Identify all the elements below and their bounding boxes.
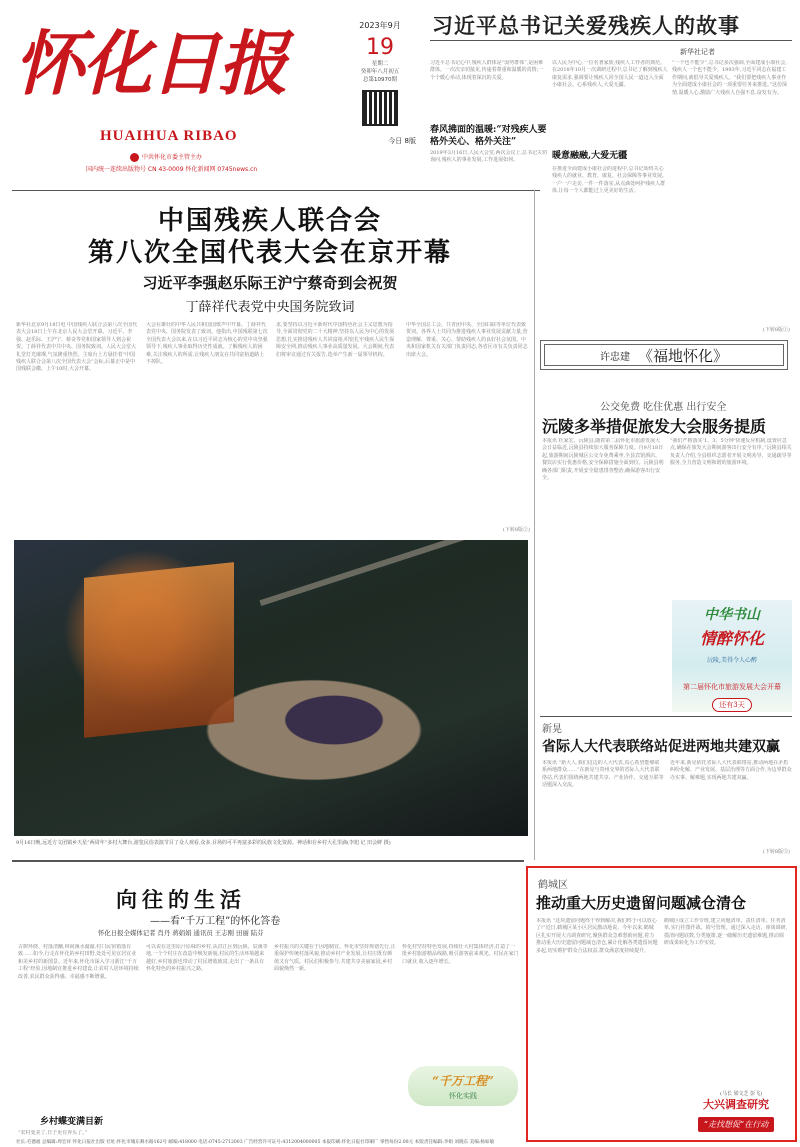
feature-text: 怀化村坚持特色发展,持续壮大村集体经济,打造了一批乡村旅游精品线路,吸引游客前来观光。村民在家门口就业,收入逐年增长。 xyxy=(402,944,519,965)
hecheng-title[interactable]: 推动重大历史遗留问题减仓清仓 xyxy=(536,894,747,912)
top-story-title[interactable]: 习近平总书记关爱残疾人的故事 xyxy=(432,13,740,38)
publisher-text: 中共怀化市委主管主办 xyxy=(142,154,203,161)
top-story-subhead-1: 春风拂面的温暖:“对残疾人要格外关心、格外关注” xyxy=(430,125,547,147)
badge-line-2: 怀化实践 xyxy=(449,1092,477,1100)
lead-subhead: 习近平李强赵乐际王沪宁蔡奇到会祝贺 xyxy=(142,274,398,292)
divider xyxy=(12,190,540,191)
party-emblem-icon xyxy=(130,153,139,162)
lead-article-text: 中华全国总工会、共青团中央、全国妇联等单位代表致贺词。各界人士共同为推进残疾人事业发展贡献力量,营造理解、尊重、关心、帮助残疾人的良好社会氛围。中央和国家机关有关部门负责同志,各省区市有关负责同志出席大会。 xyxy=(406,322,528,358)
feature-subhead: 乡村蝶变满目新 xyxy=(40,1117,104,1127)
continued-note: (下转8版①) xyxy=(762,327,790,333)
column-author: 许忠建 xyxy=(599,351,630,363)
date-lunar: 癸卯年八月初五 xyxy=(360,69,400,75)
masthead-publisher xyxy=(130,152,202,162)
feature-subtitle: ——看“千万工程”的怀化答卷 xyxy=(150,916,281,927)
date-weekday: 星期二 xyxy=(371,61,389,67)
research-badge-line-2: “走找想促”在行动 xyxy=(698,1117,774,1132)
xinhuang-text: 本报讯 “新大人,我们这边的人大代表,真心希望能够联系两地群众……”在新晃与贵州交界的省际人大代表联络站,代表们围绕两地共建共享、产业协作、交通互联等话题深入交流。 xyxy=(542,760,664,789)
divider xyxy=(430,40,792,41)
research-badge xyxy=(686,1096,786,1138)
road xyxy=(259,540,508,606)
feature-text: 乡村振兴的关键在于因地制宜。怀化市坚持规划先行,注重保护传统村落风貌,推动乡村产业发展,让村庄既有颜值又有气质。村民们积极参与,共建共享美丽家园,乡村面貌焕然一新。 xyxy=(274,944,396,973)
edition-count: 今日 8版 xyxy=(388,137,416,145)
date-day: 19 xyxy=(366,35,394,60)
ad-countdown: 还有3天 xyxy=(712,698,751,712)
yuanling-kicker: 公交免费 吃住优惠 出行安全 xyxy=(600,402,727,413)
date-issue: 总第10970期 xyxy=(363,77,397,83)
top-story-text: 以人民为中心,一位名著家族,残疾人工作者的典范。在2018年10月一次调研过程中,总书记了解到残疾人康复需求,强调要让残疾人同全国人民一道迈入全面小康社会。心系残疾人,大爱无疆。 xyxy=(552,60,668,89)
feature-text: “农村变美了,日子更有奔头了。” xyxy=(18,1130,88,1136)
date-block xyxy=(338,16,422,186)
date-year-month: 2023年9月 xyxy=(359,21,401,30)
top-story-text: 2019年3月16日,人民大会堂,两次会议上,总书记关切询问,残疾人的事业发展,工作进展如何。 xyxy=(430,150,548,164)
divider xyxy=(12,860,524,862)
feature-text: 可以说在这里原汁原味的乡村,从洪江区到沅陵、辰溪等地,一个个村庄在改造中焕发新貌,村民的生活环境越来越好,乡村旅游也带动了村民增收致富,走出了一条具有怀化特色的乡村振兴之路。 xyxy=(146,944,268,973)
lead-article-text: 新华社北京9月18日电 中国残疾人联合会第八次全国代表大会18日上午在北京人民大会堂开幕。习近平、李强、赵乐际、王沪宁、蔡奇等党和国家领导人到会祝贺。丁薛祥代表中共中央、国务院致词。人民大会堂大礼堂灯光璀璨,气氛隆重热烈。主席台上方悬挂着“中国残疾人联合会第八次全国代表大会”会标,后幕正中是中国残联会徽。上午10时,大会开幕。 xyxy=(16,322,138,373)
lead-subhead-2: 丁薛祥代表党中央国务院致词 xyxy=(185,300,355,315)
top-story-byline: 新华社记者 xyxy=(680,48,715,56)
lead-article-text: 求,要坚持以习近平新时代中国特色社会主义思想为指导,全面贯彻党的二十大精神,坚持以人民为中心的发展思想,扎实推进残疾人共同富裕,织密扎牢残疾人民生保障安全网,推动残疾人事业高质量发展。大会期间,代表们将审议通过有关报告,选举产生新一届领导机构。 xyxy=(276,322,395,358)
top-story-text: 习近平总书记心中,残疾人群体是“弱势群体”,是困难群体。一次次亲切接见,传递着尊重和温暖的真情;一个个暖心举动,体现着深沉的关爱。 xyxy=(430,60,544,81)
hecheng-kicker: 鹤城区 xyxy=(538,880,568,891)
ad-line-4: 第二届怀化市旅游发展大会开幕 xyxy=(683,683,781,691)
lead-continued-note: (下转8版②) xyxy=(502,527,530,533)
masthead-title: 怀化日报 xyxy=(14,22,286,105)
feature-title[interactable]: 向往的生活 xyxy=(116,887,246,912)
masthead-codes: 国内统一连续出版物号 CN 43-0009 怀化新闻网 0745news.cn xyxy=(86,166,258,173)
page-footer: 社长:毛德福 总编辑:周宏祥 怀化日报社出版 社址:怀化市城东舞水路162号 邮编:418000 电话:0745-2712003 广告经营许可证号:4312004000005 本报印刷:怀化日报社印刷厂 零售每份2.00元 本版责任编辑:李娟 刘晓东 美编:杨如敏 xyxy=(16,1140,495,1145)
top-story-text: 在推进全面建成小康社会的进程中,总书记始终关心残疾人的就业、教育、康复、社会保障等事业发展。一户一户走访,一件一件落实,从点滴处呵护残疾人群体,让每一个人都能过上更美好的生活。 xyxy=(552,166,668,195)
feature-badge xyxy=(408,1066,518,1106)
top-story-subhead-2: 暖意融融,大爱无疆 xyxy=(552,151,628,161)
photo-caption: 9月16日晚,远近方文团镇乡天星“两周年”多村大舞台,游览民俗表演节目了众人观看,众多,目场的可平再富多彩的民族文化资源。神话和在乡村大孔里滴(李旭 记 田会鲜 摄) xyxy=(16,840,391,846)
feature-byline: 怀化日报全媒体记者 肖丹 蒋娟娟 通讯员 王志刚 田丽 陆芬 xyxy=(98,929,264,937)
ad-line-3: 沅陵,美得令人心醉 xyxy=(707,657,757,664)
column-title: 《福地怀化》 xyxy=(637,346,728,365)
column-box[interactable] xyxy=(540,340,788,370)
column-divider xyxy=(534,190,535,860)
xinhuang-text: 近年来,新晃依托省际人大代表联络站,推动两地在矛盾纠纷化解、产业发展、基层治理等方面合作,为边界群众办实事、解难题,实现两地共建双赢。 xyxy=(670,760,792,781)
xinhuang-title[interactable]: 省际人大代表联络站促进两地共建双赢 xyxy=(542,739,780,755)
yuanling-text: 本报讯 杜家宏、沅陵县,随着第二届怀化市旅游发展大会日益临近,沅陵县持续加大服务保障力度。自9月18日起,旅游期间沅陵城区公交车免费乘坐,全县宾馆酒店、餐饮店实行优惠价格,安全保障措施全面到位。沅陵县明确各部门职责,开展安全隐患排查整治,确保游客出行安全。 xyxy=(542,438,664,482)
travel-conference-ad[interactable] xyxy=(672,600,792,712)
lead-headline-1[interactable]: 中国残疾人联合会 xyxy=(157,206,382,236)
continued-note: (下转8版③) xyxy=(762,849,790,855)
lead-photo[interactable] xyxy=(14,540,528,836)
top-story-text: “一个也不能少”,总书记多次强调,全面建成小康社会,残疾人一个也不能少。1993年,习近平同志在福建工作期间,就倡导关爱残疾人。“我们要把残疾人事业作为全面建成小康社会的一项重要任务来推进。”这份深情,温暖人心,激励广大残疾人自强不息,奋发有为。 xyxy=(672,60,788,96)
masthead-pinyin: HUAIHUA RIBAO xyxy=(100,128,238,144)
yuanling-text: “我们严格落实‘1、3、5分钟’快速反应机制,设置应急点,确保在旅发大会期间游客出行安全有序。”沅陵县相关负责人介绍,全县组织志愿者开展文明劝导、交通疏导等服务,全力营造文明和谐的旅游环境。 xyxy=(670,438,792,467)
feature-text: 古树环绕、村落清幽,林间溪水潺潺,村口民宿错落有致……如今,行走在怀化的乡村田野,处处可见宜居宜业和美乡村的新图景。近年来,怀化市深入学习浙江“千万工程”经验,因地制宜推进乡村建设,让农村人居环境持续改善,农民群众获得感、幸福感不断增强。 xyxy=(18,944,139,980)
ad-line-2: 情醉怀化 xyxy=(699,629,764,648)
qr-code-icon[interactable] xyxy=(362,90,398,126)
hecheng-byline: (马长 梁文芝 彭飞) xyxy=(720,1091,763,1097)
ad-line-1: 中华书山 xyxy=(704,607,760,623)
hecheng-text: 鹤城区成立工作专班,建立问题清单、责任清单、任务清单,实行挂图作战、销号管理。通过深入走访、座谈调研,摸清问题底数,分类施策,逐一破解历史遗留难题,推动调研成果转化为工作实效。 xyxy=(664,918,788,947)
lead-article-text: 大会在雄壮的中华人民共和国国歌声中开幕。丁薛祥代表党中央、国务院发表了致词。他指出,中国残联第七次全国代表大会以来,在以习近平同志为核心的党中央坚强领导下,残疾人事业取得历史性成就。了解残疾人的困难,关注残疾人的所需,让残疾人朋友在共同富裕道路上不掉队。 xyxy=(146,322,268,366)
research-badge-line-1: 大兴调查研究 xyxy=(703,1098,769,1111)
hecheng-text: 本报讯 “这块遗留问题终于得到解决,我们终于可以放心了!”近日,鹤城区某小区居民激动地说。今年以来,鹤城区扎实开展大兴调查研究,聚焦群众急难愁盼问题,着力推动重大历史遗留问题减仓清仓,累计化解各类遗留问题多起,切实维护群众合法权益,群众满意度持续提升。 xyxy=(536,918,658,954)
divider xyxy=(540,716,792,717)
lead-headline-2[interactable]: 第八次全国代表大会在京开幕 xyxy=(87,238,452,268)
pavilion-roof xyxy=(84,562,234,738)
xinhuang-kicker: 新晃 xyxy=(542,724,562,735)
badge-line-1: “千万工程” xyxy=(432,1074,494,1088)
yuanling-title[interactable]: 沅陵多举措促旅发大会服务提质 xyxy=(542,417,767,436)
